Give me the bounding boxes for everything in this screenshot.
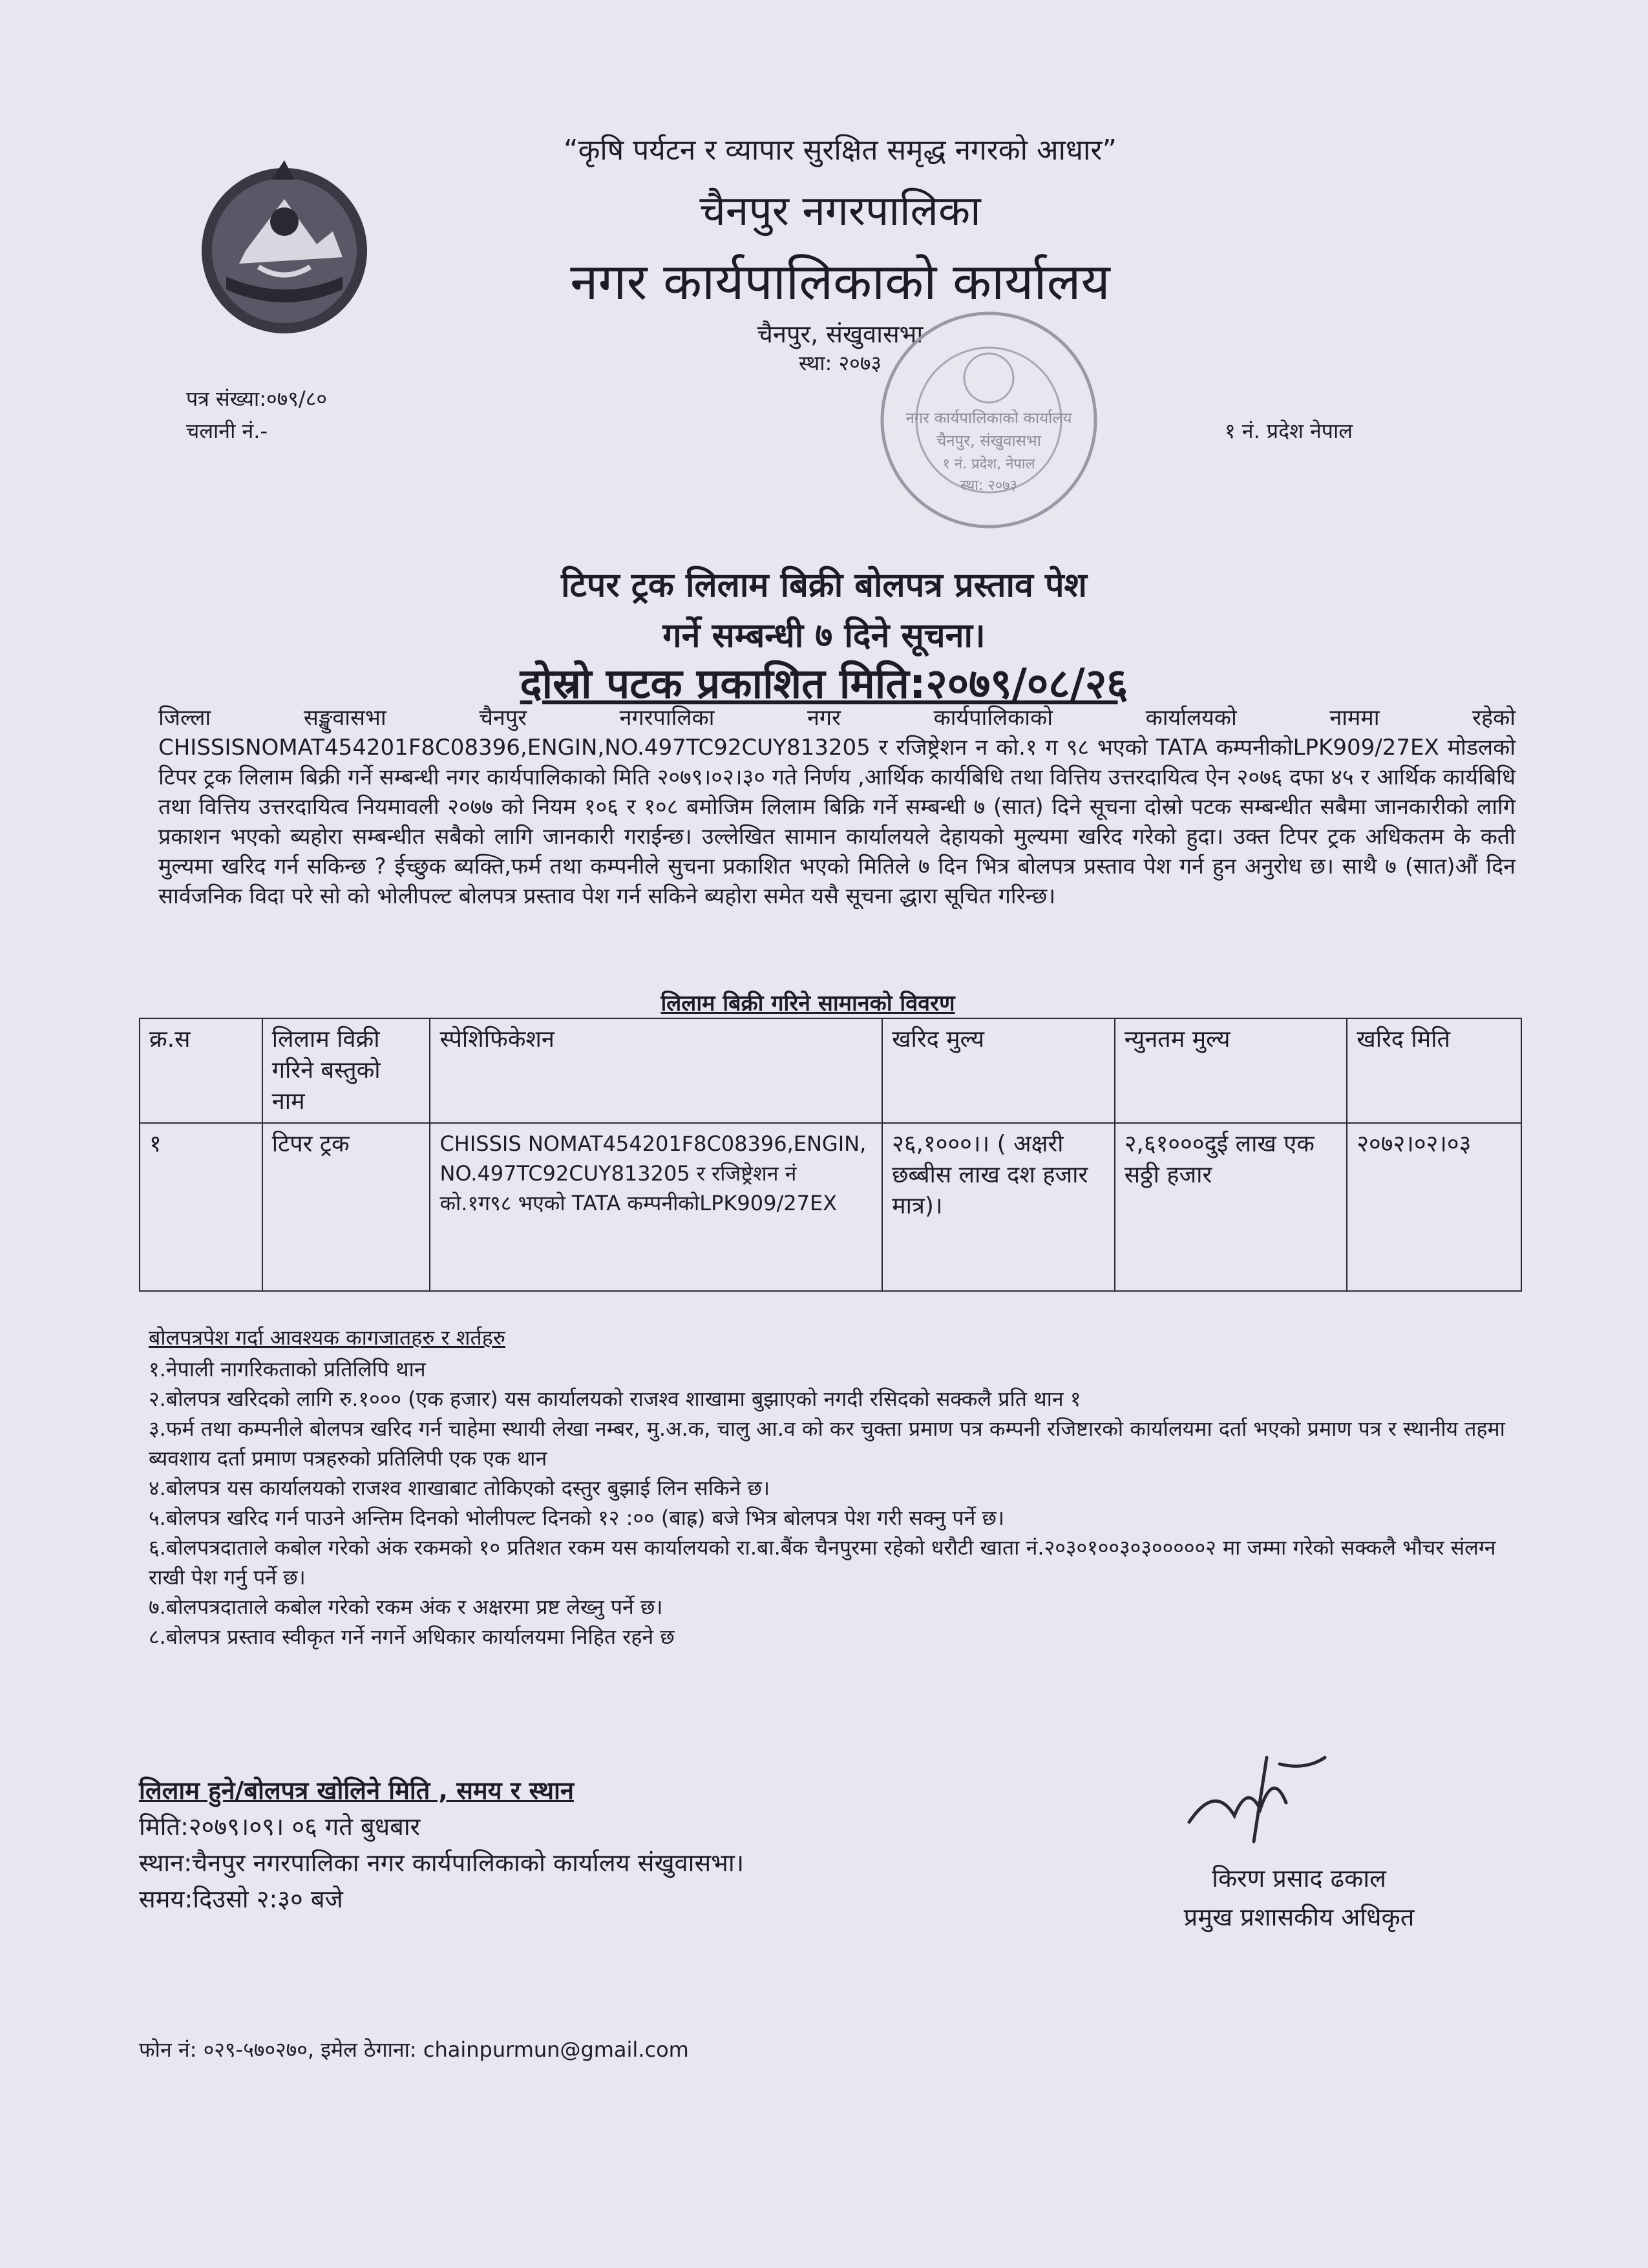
cell-purchase-price: २६,१०००।। ( अक्षरी छब्बीस लाख दश हजार मात्र)। xyxy=(882,1123,1115,1291)
signatory-name: किरण प्रसाद ढकाल xyxy=(1212,1864,1386,1893)
notice-title-line-1: टिपर ट्रक लिलाम बिक्री बोलपत्र प्रस्ताव पेश xyxy=(561,566,1087,605)
list-item: १.नेपाली नागरिकताको प्रतिलिपि थान xyxy=(149,1357,426,1381)
notice-publication-date xyxy=(362,654,1286,710)
nepal-emblem-icon xyxy=(187,154,381,341)
col-header-item: लिलाम विक्री गरिने बस्तुको नाम xyxy=(262,1018,430,1123)
cell-item: टिपर ट्रक xyxy=(262,1123,430,1291)
list-item: २.बोलपत्र खरिदको लागि रु.१००० (एक हजार) यस कार्यालयको राजश्व शाखामा बुझाएको नगदी रसिदको सक्कलै प्रति थान १ xyxy=(149,1387,1081,1411)
established-year: स्था: २०७३ xyxy=(798,351,882,375)
contact-info: फोन नं: ०२९-५७०२७०, इमेल ठेगाना: chainpurmun@gmail.com xyxy=(139,2037,689,2062)
stamp-line-1: नगर कार्यपालिकाको कार्यालय xyxy=(905,409,1072,427)
col-header-min-price: न्युनतम मुल्य xyxy=(1115,1018,1347,1123)
list-item: ६.बोलपत्रदाताले कबोल गरेको अंक रकमको १० प्रतिशत रकम यस कार्यालयको रा.बा.बैंक चैनपुरमा रहेको धरौटी खाता नं.२०३०१००३०३०००००२ मा जम्मा गरेको सक्कलै भौचर संलग्न राखी पेश गर्नु पर्ने छ। xyxy=(149,1535,1496,1590)
signatory-title: प्रमुख प्रशासकीय अधिकृत xyxy=(1183,1903,1415,1931)
notice-body: जिल्ला सङ्खुवासभा चैनपुर नगरपालिका नगर कार्यपालिकाको कार्यालयको नाममा रहेको CHISSISNOMAT454201F8C08396,ENGIN,NO.497TC92CUY813205 र रजिष्ट्रेशन न को.१ ग ९८ भएको TATA कम्पनीकोLPK909/27EX मोडलको टिपर ट्रक लिलाम बिक्री गर्ने सम्बन्धी नगर कार्यपालिकाको मिति २०७९।०२।३० गते निर्णय ,आर्थिक कार्यबिधि तथा वित्तिय उत्तरदायित्व ऐन २०७६ दफा ४५ र आर्थिक कार्यबिधि तथा वित्तिय उत्तरदायित्व नियमावली २०७७ को नियम १०६ र १०८ बमोजिम लिलाम बिक्रि गर्ने सम्बन्धी ७ (सात) दिने सूचना दोस्रो पटक सम्बन्धीत सबैमा जानकारीको लागि प्रकाशन भएको ब्यहोरा सम्बन्धीत सबैको लागि जानकारी गराईन्छ। उल्लेखित सामान कार्यालयले देहायको मुल्यमा खरिद गरेको हुदा। उक्त टिपर ट्रक अधिकतम के कती मुल्यमा खरिद गर्न सकिन्छ ? ईच्छुक ब्यक्ति,फर्म तथा कम्पनीले सुचना प्रकाशित भएको मितिले ७ दिन भित्र बोलपत्र प्रस्ताव पेश गर्न हुन अनुरोध छ। साथै ७ (सात)औं दिन सार्वजनिक विदा परे सो को भोलीपल्ट बोलपत्र प्रस्ताव पेश गर्न सकिने ब्यहोरा समेत यसै सूचना द्धारा सूचित गरिन्छ। xyxy=(158,705,1516,909)
table-caption: लिलाम बिक्री गरिने सामानको विवरण xyxy=(660,991,955,1016)
province-label: १ नं. प्रदेश नेपाल xyxy=(1225,419,1353,443)
list-item: ४.बोलपत्र यस कार्यालयको राजश्व शाखाबाट तोकिएको दस्तुर बुझाई लिन सकिने छ। xyxy=(149,1476,770,1500)
dispatch-number: चलानी नं.- xyxy=(186,419,268,443)
table-header-row xyxy=(140,1018,1521,1123)
office-stamp-icon xyxy=(872,304,1105,536)
col-header-purchase-price: खरिद मुल्य xyxy=(882,1018,1115,1123)
signature-icon xyxy=(1176,1745,1331,1848)
col-header-purchase-date: खरिद मिति xyxy=(1347,1018,1521,1123)
terms-list xyxy=(149,1354,1512,1652)
municipality-name: चैनपुर नगरपालिका xyxy=(699,187,981,235)
cell-purchase-date: २०७२।०२।०३ xyxy=(1347,1123,1521,1291)
publication-date-text: दोस्रो पटक प्रकाशित मिति:२०७९/०८/२६ xyxy=(520,660,1128,708)
auction-heading: लिलाम हुने/बोलपत्र खोलिने मिति , समय र स्थान xyxy=(139,1776,574,1805)
cell-spec: CHISSIS NOMAT454201F8C08396,ENGIN, NO.497TC92CUY813205 र रजिष्ट्रेशन नं को.१ग९८ भएको TATA कम्पनीकोLPK909/27EX xyxy=(430,1123,882,1291)
slogan: “कृषि पर्यटन र व्यापार सुरक्षित समृद्ध नगरको आधार” xyxy=(563,134,1117,167)
office-location: चैनपुर, संखुवासभा xyxy=(757,320,924,348)
stamp-line-3: १ नं. प्रदेश, नेपाल xyxy=(942,456,1035,472)
cell-min-price: २,६१०००दुई लाख एक सठ्ठी हजार xyxy=(1115,1123,1347,1291)
col-header-spec: स्पेशिफिकेशन xyxy=(430,1018,882,1123)
list-item: ५.बोलपत्र खरिद गर्न पाउने अन्तिम दिनको भोलीपल्ट दिनको १२ :०० (बाह्र) बजे भित्र बोलपत्र पेश गरी सक्नु पर्ने छ। xyxy=(149,1506,1005,1530)
list-item: ८.बोलपत्र प्रस्ताव स्वीकृत गर्ने नगर्ने अधिकार कार्यालयमा निहित रहने छ xyxy=(149,1624,675,1649)
cell-sn: १ xyxy=(140,1123,262,1291)
letter-number: पत्र संख्या:०७९/८० xyxy=(186,386,327,411)
auction-place: स्थान:चैनपुर नगरपालिका नगर कार्यपालिकाको कार्यालय संखुवासभा। xyxy=(139,1849,745,1877)
notice-title-line-2: गर्ने सम्बन्धी ७ दिने सूचना। xyxy=(662,616,986,655)
stamp-line-2: चैनपुर, संखुवासभा xyxy=(936,432,1041,450)
terms-heading: बोलपत्रपेश गर्दा आवश्यक कागजातहरु र शर्तहरु xyxy=(149,1325,505,1350)
list-item: ७.बोलपत्रदाताले कबोल गरेको रकम अंक र अक्षरमा प्रष्ट लेख्नु पर्ने छ। xyxy=(149,1595,663,1619)
auction-date: मिति:२०७९।०९। ०६ गते बुधबार xyxy=(139,1812,421,1841)
table-row xyxy=(140,1123,1521,1291)
auction-time: समय:दिउसो २:३० बजे xyxy=(139,1885,343,1913)
items-table xyxy=(139,1018,1522,1292)
stamp-line-4: स्था: २०७३ xyxy=(960,478,1018,494)
col-header-sn: क्र.स xyxy=(140,1018,262,1123)
list-item: ३.फर्म तथा कम्पनीले बोलपत्र खरिद गर्न चाहेमा स्थायी लेखा नम्बर, मु.अ.क, चालु आ.व को कर चुक्ता प्रमाण पत्र कम्पनी रजिष्टारको कार्यालयमा दर्ता भएको प्रमाण पत्र र स्थानीय तहमा ब्यवशाय दर्ता प्रमाण पत्रहरुको प्रतिलिपी एक एक थान xyxy=(149,1416,1505,1471)
office-name: नगर कार्यपालिकाको कार्यालय xyxy=(570,253,1110,311)
